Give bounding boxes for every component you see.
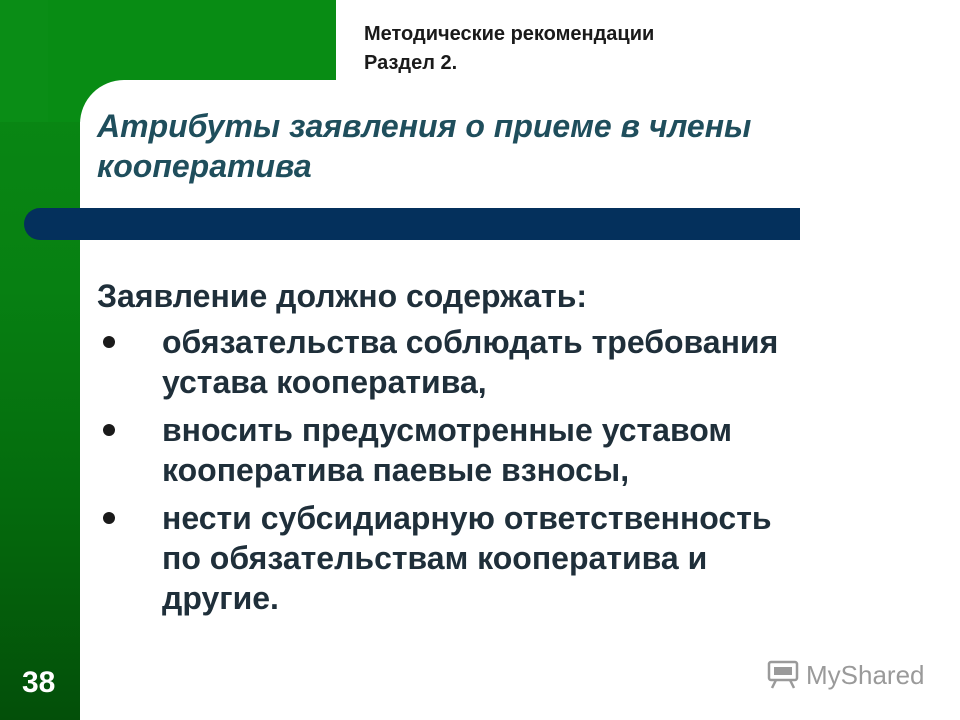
- bullet-dot-icon: [103, 424, 115, 436]
- projector-icon: [766, 660, 800, 690]
- header-line-1: Методические рекомендации: [364, 23, 655, 45]
- bullet-3-line-1: нести субсидиарную ответственность: [162, 500, 772, 536]
- title-line-2: кооператива: [97, 148, 312, 184]
- title-line-1: Атрибуты заявления о приеме в члены: [97, 108, 752, 144]
- watermark-logo: [766, 658, 925, 692]
- slide-title: [97, 106, 897, 186]
- bullet-item: [97, 498, 937, 618]
- slide-body: [97, 276, 937, 626]
- header-line-2: Раздел 2.: [364, 52, 458, 74]
- watermark-text: MyShared: [806, 659, 925, 690]
- bullet-list: [97, 322, 937, 618]
- bullet-2-line-2: кооператива паевые взносы,: [162, 452, 630, 488]
- bullet-2-line-1: вносить предусмотренные уставом: [162, 412, 732, 448]
- body-intro: Заявление должно содержать:: [97, 278, 588, 314]
- bullet-1-line-2: устава кооператива,: [162, 364, 487, 400]
- page-number: 38: [22, 666, 56, 699]
- bullet-3-line-2: по обязательствам кооператива и: [162, 540, 708, 576]
- bullet-item: [97, 322, 937, 402]
- title-divider-bar: [24, 208, 800, 240]
- bullet-3-line-3: другие.: [162, 580, 279, 616]
- bullet-dot-icon: [103, 512, 115, 524]
- top-green-block-accent: [0, 0, 48, 122]
- bullet-item: [97, 410, 937, 490]
- bullet-dot-icon: [103, 336, 115, 348]
- bullet-1-line-1: обязательства соблюдать требования: [162, 324, 779, 360]
- section-header: [364, 20, 924, 78]
